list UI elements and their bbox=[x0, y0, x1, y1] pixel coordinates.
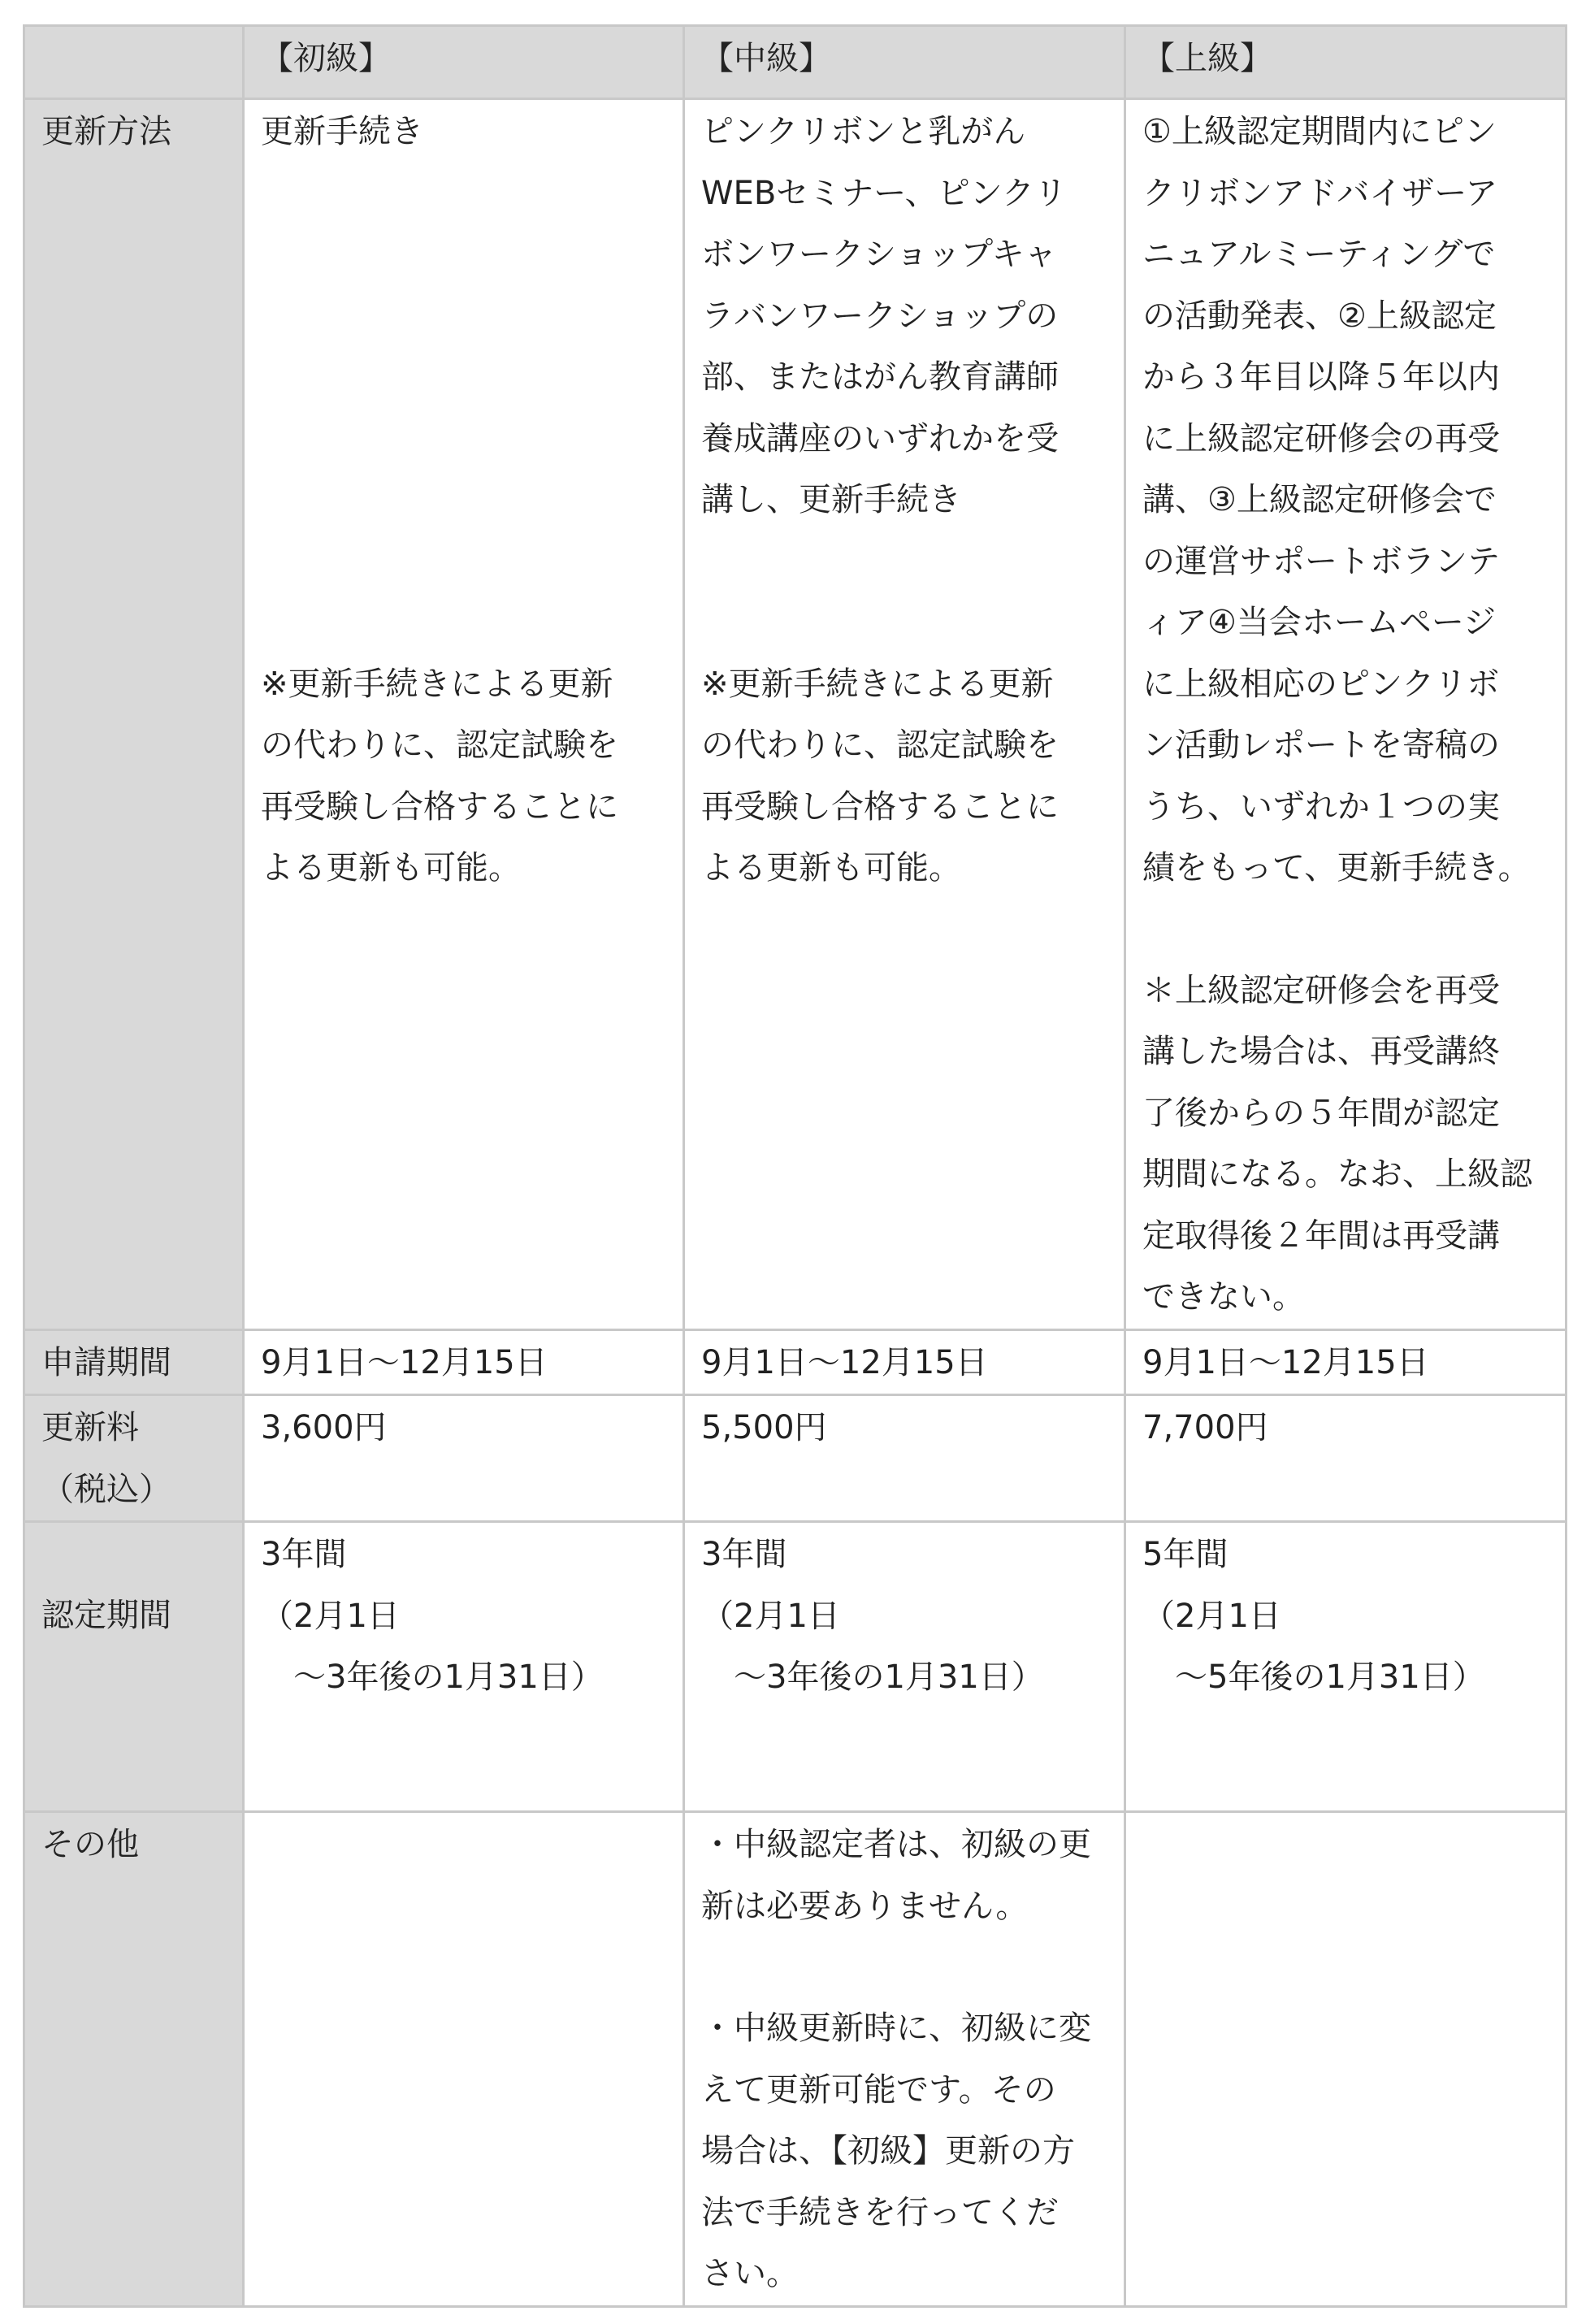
row-other bbox=[24, 1812, 1566, 2307]
renewal-method-advanced-main: ①上級認定期間内にピン クリボンアドバイザーア ニュアルミーティングで の活動発表、②上級認定 から３年目以降５年以内 に上級認定研修会の再受 講、③上級認定研修会で の運営サポートボランテ ィア④当会ホームページ に上級相応のピンクリボ ン活動レポートを寄稿の うち、いずれか１つの実 績をもって、更新手続き。 bbox=[1142, 113, 1531, 887]
cell-renewal-method-beginner bbox=[244, 99, 684, 1330]
row-label-application-period: 申請期間 bbox=[24, 1329, 244, 1395]
renewal-requirements-table bbox=[23, 24, 1567, 2308]
header-advanced: 【上級】 bbox=[1125, 26, 1566, 99]
cell-renewal-method-intermediate bbox=[684, 99, 1125, 1330]
spacer bbox=[701, 1937, 1107, 1998]
row-label-renewal-method: 更新方法 bbox=[24, 99, 244, 1330]
header-corner-cell bbox=[24, 26, 244, 99]
header-beginner: 【初級】 bbox=[244, 26, 684, 99]
renewal-method-intermediate-main: ピンクリボンと乳がん WEBセミナー、ピンクリ ボンワークショップキャ ラバンワークショップの 部、またはがん教育講師 養成講座のいずれかを受 講し、更新手続き bbox=[701, 113, 1067, 518]
row-certification-period bbox=[24, 1522, 1566, 1812]
renewal-method-beginner-note: ※更新手続きによる更新 の代わりに、認定試験を 再受験し合格することに よる更新も可能。 bbox=[261, 665, 618, 887]
renewal-method-intermediate-note: ※更新手続きによる更新 の代わりに、認定試験を 再受験し合格することに よる更新も可能。 bbox=[701, 665, 1059, 887]
other-intermediate-note-2: ・中級更新時に、初級に変 えて更新可能です。その 場合は、【初級】更新の方 法で手続きを行ってくだ さい。 bbox=[701, 2010, 1091, 2292]
row-application-period bbox=[24, 1329, 1566, 1395]
cell-application-period-intermediate: 9月1日〜12月15日 bbox=[684, 1329, 1125, 1395]
renewal-method-beginner-main: 更新手続き bbox=[261, 113, 423, 150]
row-renewal-fee bbox=[24, 1395, 1566, 1522]
row-renewal-method bbox=[24, 99, 1566, 1330]
row-label-certification-period: 認定期間 bbox=[24, 1522, 244, 1812]
cell-certification-period-advanced: 5年間 （2月1日 〜5年後の1月31日） bbox=[1125, 1522, 1566, 1812]
cell-other-intermediate bbox=[684, 1812, 1125, 2307]
header-row bbox=[24, 26, 1566, 99]
cell-renewal-fee-advanced: 7,700円 bbox=[1125, 1395, 1566, 1522]
cell-certification-period-beginner: 3年間 （2月1日 〜3年後の1月31日） bbox=[244, 1522, 684, 1812]
spacer bbox=[1142, 900, 1549, 960]
cell-application-period-advanced: 9月1日〜12月15日 bbox=[1125, 1329, 1566, 1395]
row-label-other: その他 bbox=[24, 1812, 244, 2307]
cell-renewal-fee-beginner: 3,600円 bbox=[244, 1395, 684, 1522]
renewal-method-advanced-note: ＊上級認定研修会を再受 講した場合は、再受講終 了後からの５年間が認定 期間になる。なお、上級認 定取得後２年間は再受講 できない。 bbox=[1142, 971, 1532, 1316]
other-intermediate-note-1: ・中級認定者は、初級の更 新は必要ありません。 bbox=[701, 1826, 1091, 1925]
spacer bbox=[701, 531, 1107, 654]
cell-renewal-method-advanced bbox=[1125, 99, 1566, 1330]
cell-certification-period-intermediate: 3年間 （2月1日 〜3年後の1月31日） bbox=[684, 1522, 1125, 1812]
cell-renewal-fee-intermediate: 5,500円 bbox=[684, 1395, 1125, 1522]
cell-other-advanced bbox=[1125, 1812, 1566, 2307]
row-label-renewal-fee: 更新料 （税込） bbox=[24, 1395, 244, 1522]
cell-application-period-beginner: 9月1日〜12月15日 bbox=[244, 1329, 684, 1395]
cell-other-beginner bbox=[244, 1812, 684, 2307]
spacer bbox=[261, 163, 666, 654]
header-intermediate: 【中級】 bbox=[684, 26, 1125, 99]
